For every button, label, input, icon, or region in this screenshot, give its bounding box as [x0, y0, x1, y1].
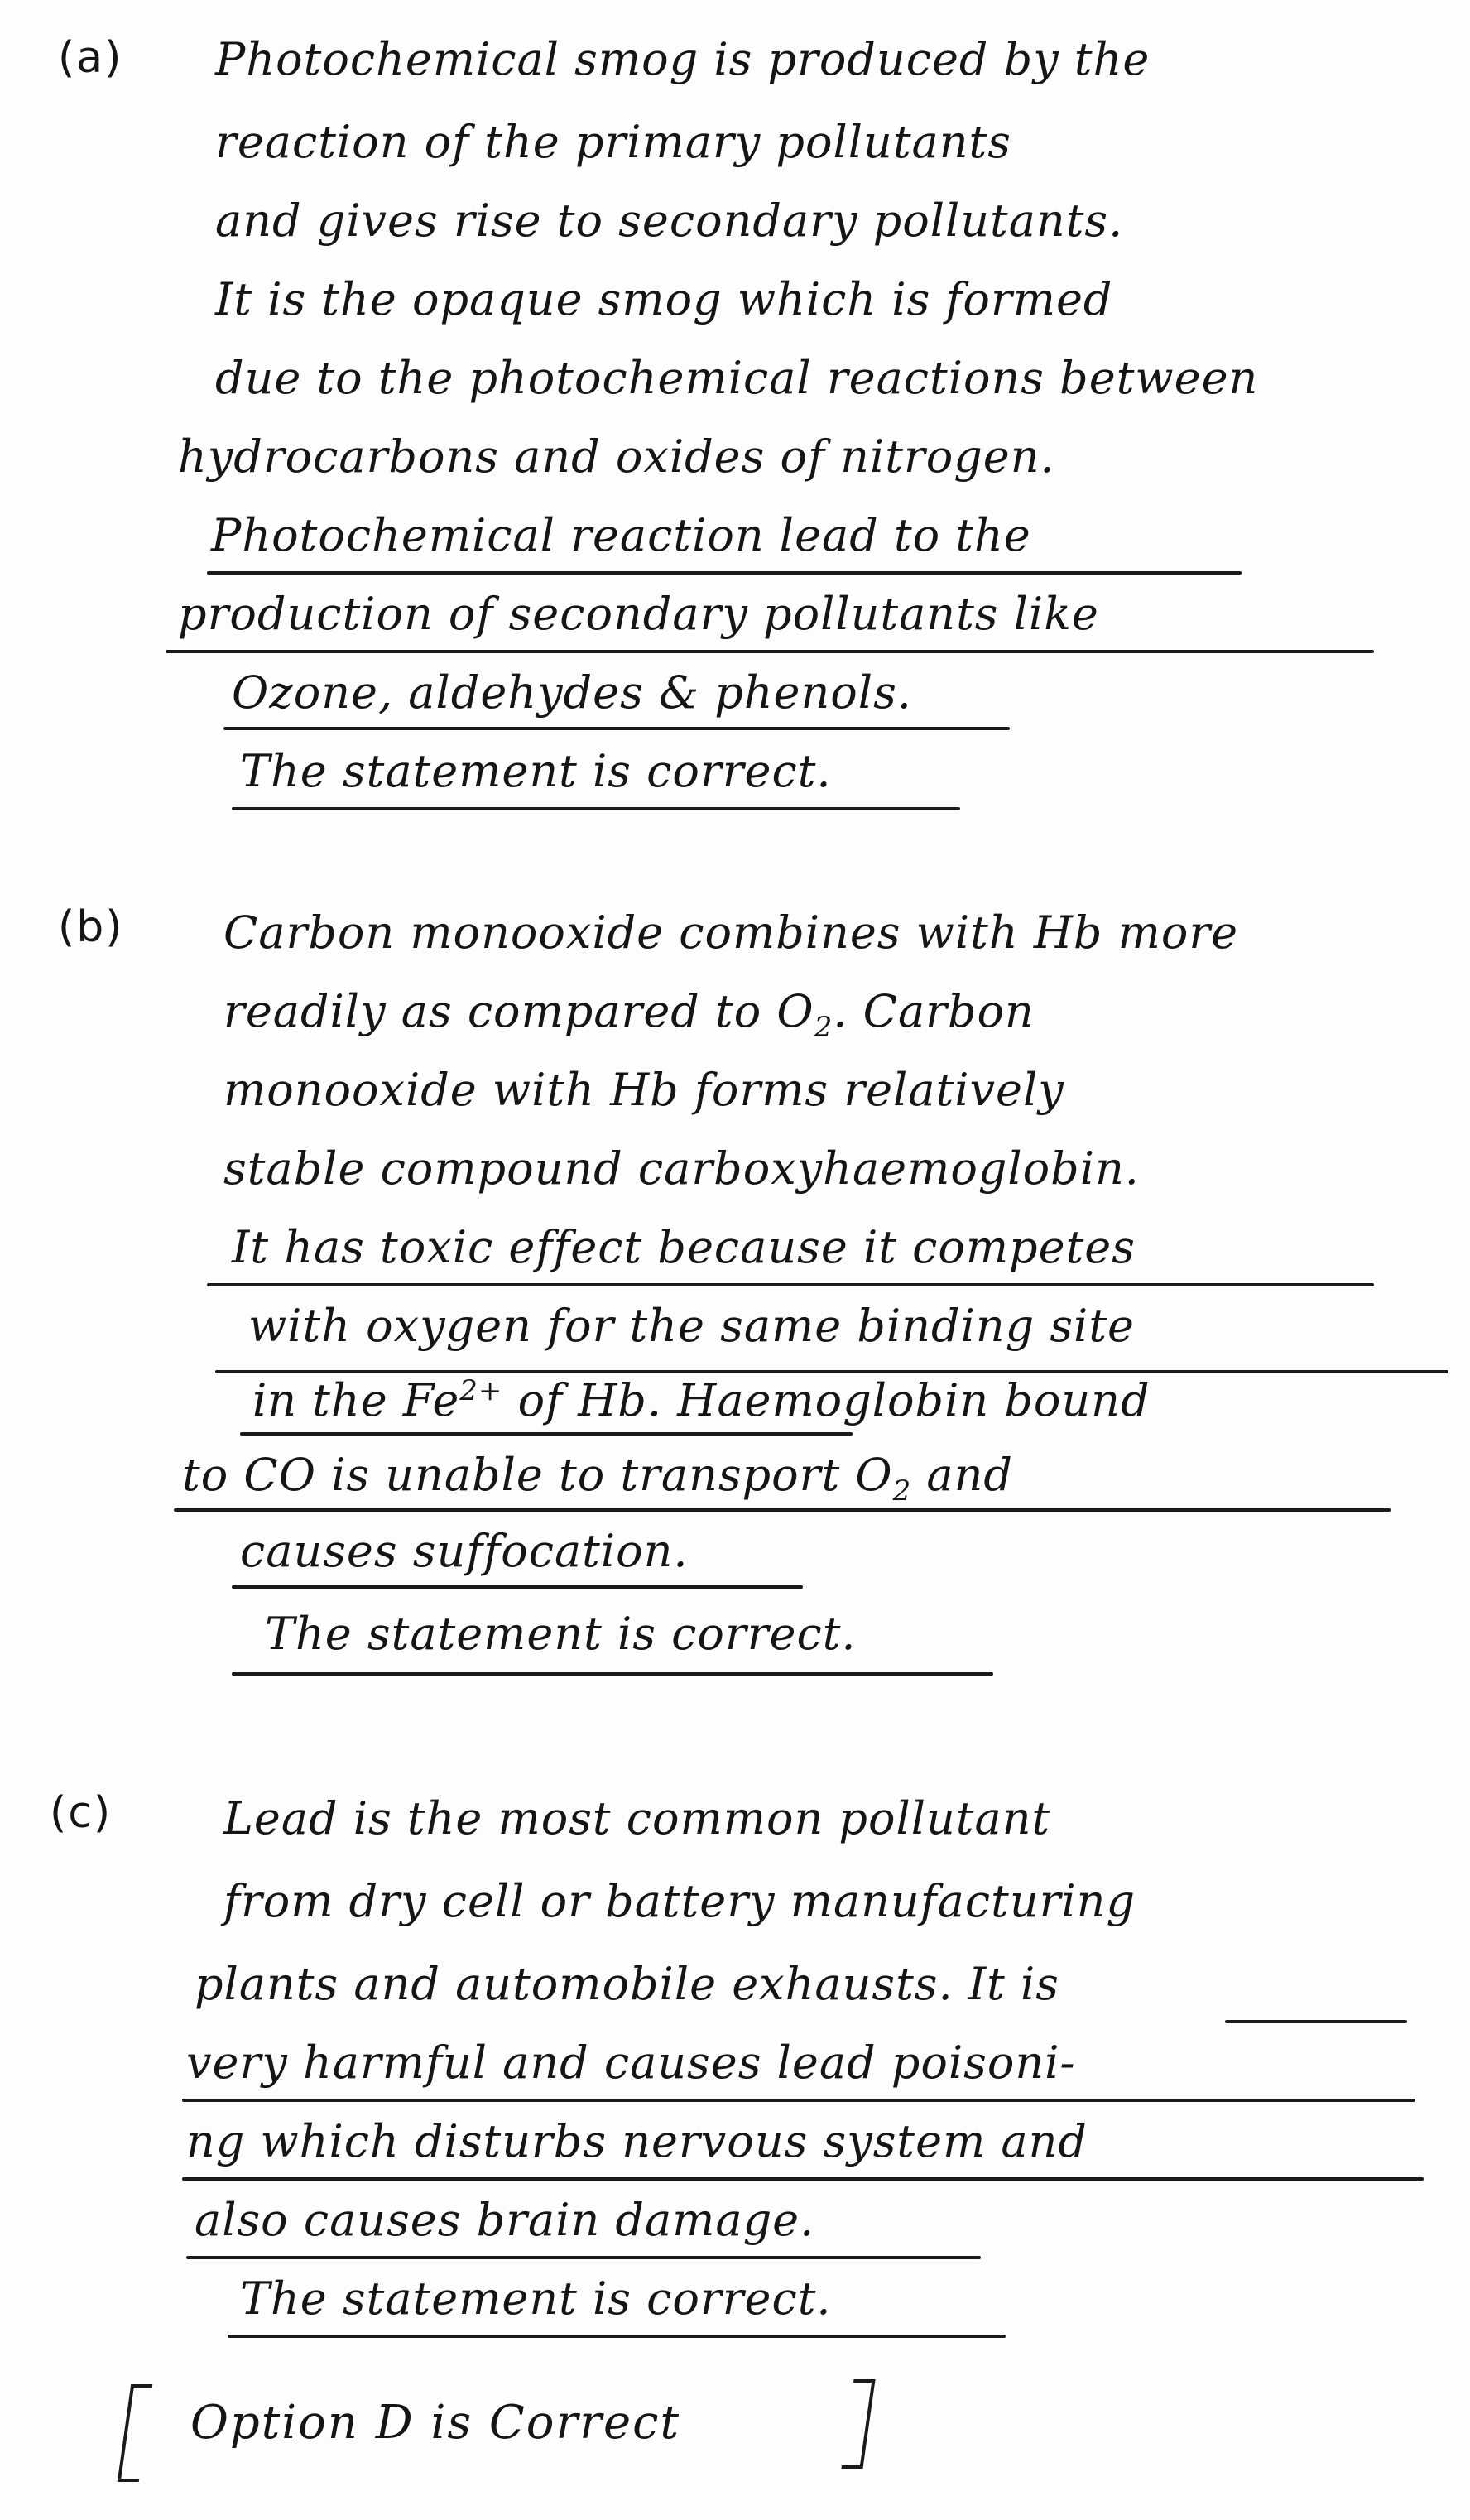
- section-a-line: and gives rise to secondary pollutants.: [215, 195, 1124, 247]
- section-b-line: to CO is unable to transport $O_2$ and: [182, 1449, 1013, 1508]
- underline: [207, 1283, 1374, 1286]
- section-b-line: stable compound carboxyhaemoglobin.: [223, 1142, 1140, 1195]
- section-a-line: The statement is correct.: [240, 745, 832, 797]
- final-answer-box: [124, 2384, 869, 2475]
- left-bracket: [118, 2384, 153, 2482]
- section-b-line: monooxide with Hb forms relatively: [223, 1064, 1064, 1116]
- section-a-line: production of secondary pollutants like: [178, 588, 1099, 640]
- underline: [207, 571, 1242, 575]
- section-c-line: ng which disturbs nervous system and: [186, 2115, 1088, 2167]
- underline: [166, 650, 1374, 653]
- underline: [232, 1672, 993, 1676]
- section-b-line: readily as compared to $O_2$. Carbon: [223, 985, 1035, 1044]
- section-a-line: due to the photochemical reactions between: [215, 352, 1259, 404]
- underline: [1225, 2020, 1407, 2023]
- section-a-line: Photochemical smog is produced by the: [215, 33, 1151, 85]
- final-answer-text: Option D is Correct: [190, 2396, 681, 2450]
- underline: [186, 2256, 981, 2259]
- right-bracket: [841, 2379, 875, 2469]
- section-c-marker: (c): [50, 1788, 113, 1838]
- section-b-line: The statement is correct.: [265, 1608, 857, 1660]
- section-c-line: from dry cell or battery manufacturing: [223, 1875, 1136, 1927]
- underline: [232, 807, 960, 810]
- underline: [215, 1370, 1448, 1373]
- section-b-marker: (b): [58, 902, 124, 952]
- underline: [182, 2099, 1415, 2102]
- section-a-line: hydrocarbons and oxides of nitrogen.: [178, 430, 1055, 483]
- underline: [174, 1508, 1391, 1512]
- section-c-line: also causes brain damage.: [195, 2194, 815, 2246]
- section-c-line: Lead is the most common pollutant: [223, 1792, 1051, 1844]
- underline: [182, 2177, 1424, 2181]
- underline: [240, 1432, 853, 1436]
- section-a-line: reaction of the primary pollutants: [215, 116, 1011, 168]
- section-b-line: causes suffocation.: [240, 1525, 689, 1577]
- section-a-line: Ozone, aldehydes & phenols.: [232, 666, 912, 719]
- section-a-marker: (a): [58, 33, 123, 83]
- underline: [223, 727, 1010, 730]
- section-a-line: Photochemical reaction lead to the: [211, 509, 1031, 561]
- underline: [232, 1585, 803, 1589]
- section-b-line: It has toxic effect because it competes: [232, 1221, 1136, 1273]
- section-c-line: very harmful and causes lead poisoni-: [186, 2037, 1076, 2089]
- section-a-line: It is the opaque smog which is formed: [215, 273, 1113, 325]
- section-b-line: in the $Fe^{2+}$ of Hb. Haemoglobin bound: [252, 1374, 1151, 1426]
- section-c-line: The statement is correct.: [240, 2272, 832, 2325]
- underline: [228, 2335, 1006, 2338]
- section-b-line: with oxygen for the same binding site: [248, 1300, 1135, 1352]
- section-b-line: Carbon monooxide combines with Hb more: [223, 907, 1239, 959]
- section-c-line: plants and automobile exhausts. It is: [195, 1958, 1060, 2010]
